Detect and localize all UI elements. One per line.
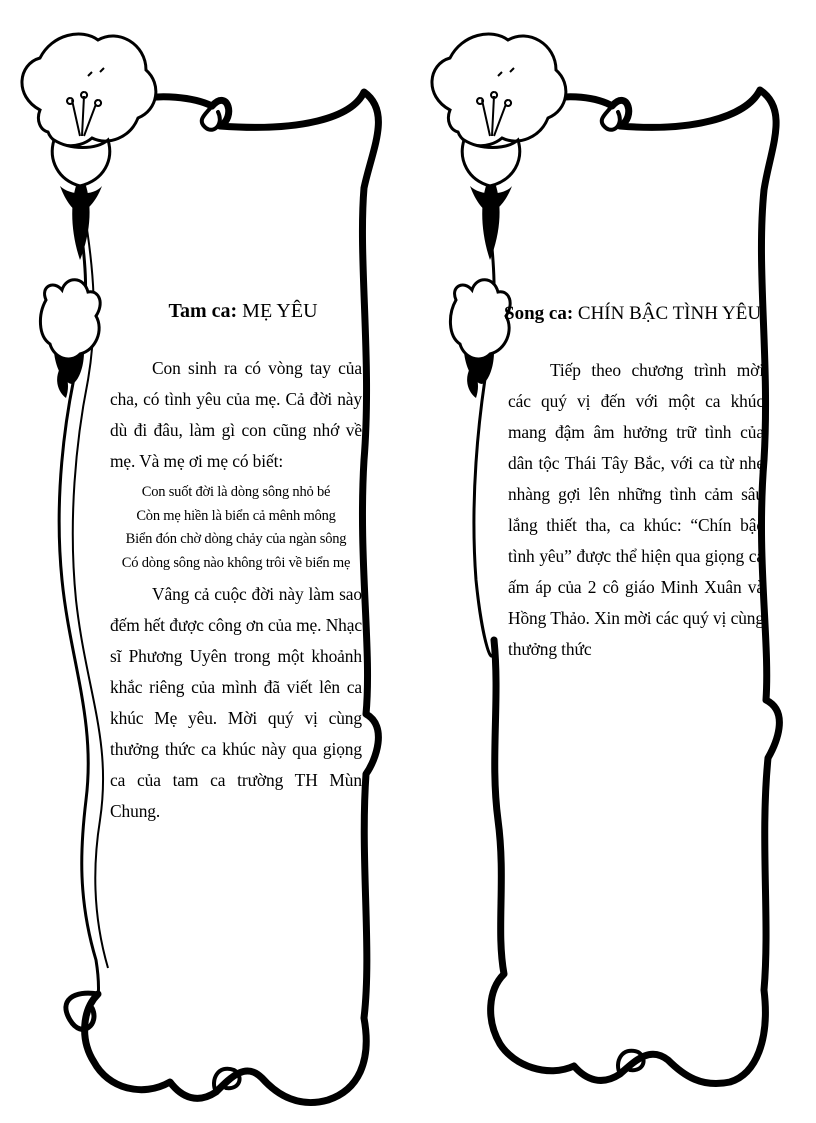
left-flower-top: [22, 34, 156, 212]
left-flower-bud: [40, 280, 100, 384]
left-card: [110, 300, 362, 827]
poem-line: Con suốt đời là dòng sông nhỏ bé: [141, 484, 331, 500]
left-card-intro: Con sinh ra có vòng tay của cha, có tình yêu của mẹ. Cả đời này dù đi đâu, làm gì con cũng nhớ về mẹ. Và mẹ ơi mẹ có biết:: [110, 358, 362, 471]
left-flower-top-cup: [52, 140, 109, 186]
right-flower-bud: [450, 280, 510, 384]
poem-line: Có dòng sông nào không trôi về biển mẹ: [121, 554, 351, 571]
left-card-title-name: MẸ YÊU: [242, 300, 318, 322]
right-card-title-name: CHÍN BẬC TÌNH YÊU: [577, 303, 762, 324]
left-card-title-prefix: Tam ca:: [168, 300, 238, 322]
right-card-body: Tiếp theo chương trình mời các quý vị đến với một ca khúc mang đậm âm hưởng trữ tình của dân tộc Thái Tây Bắc, với ca từ nhẹ nhàng gợi lên những tình cảm sâu lắng thiết tha, ca khúc: “Chín bậc tình yêu” được thể hiện qua giọng ca ấm áp của 2 cô giáo Minh Xuân và Hồng Thảo. Xin mời các quý vị cùng thưởng thức: [508, 360, 764, 659]
right-flower-bud-petals: [450, 280, 510, 359]
left-card-poem: [110, 481, 362, 575]
poem-line: Biển đón chờ dòng chảy của ngàn sông: [125, 531, 347, 547]
right-card-title: [504, 303, 764, 325]
right-stem: [474, 210, 494, 656]
left-card-outro: Vâng cả cuộc đời này làm sao đếm hết được công ơn của mẹ. Nhạc sĩ Phương Uyên trong một khoảnh khắc riêng của mình đã viết lên ca khúc Mẹ yêu. Mời quý vị cùng thưởng thức ca khúc này qua giọng ca của tam ca trường TH Mùn Chung.: [110, 584, 362, 821]
right-flower-top-cup: [462, 140, 519, 186]
left-flower-top-petals: [22, 34, 156, 146]
left-card-title: [110, 300, 362, 323]
right-card-title-prefix: Song ca:: [504, 303, 574, 324]
poem-line: Còn mẹ hiền là biển cả mênh mông: [136, 507, 336, 524]
left-flower-bud-petals: [40, 280, 100, 359]
right-flower-top-petals: [432, 34, 566, 146]
right-card: [504, 303, 764, 665]
right-flower-top: [432, 34, 566, 212]
